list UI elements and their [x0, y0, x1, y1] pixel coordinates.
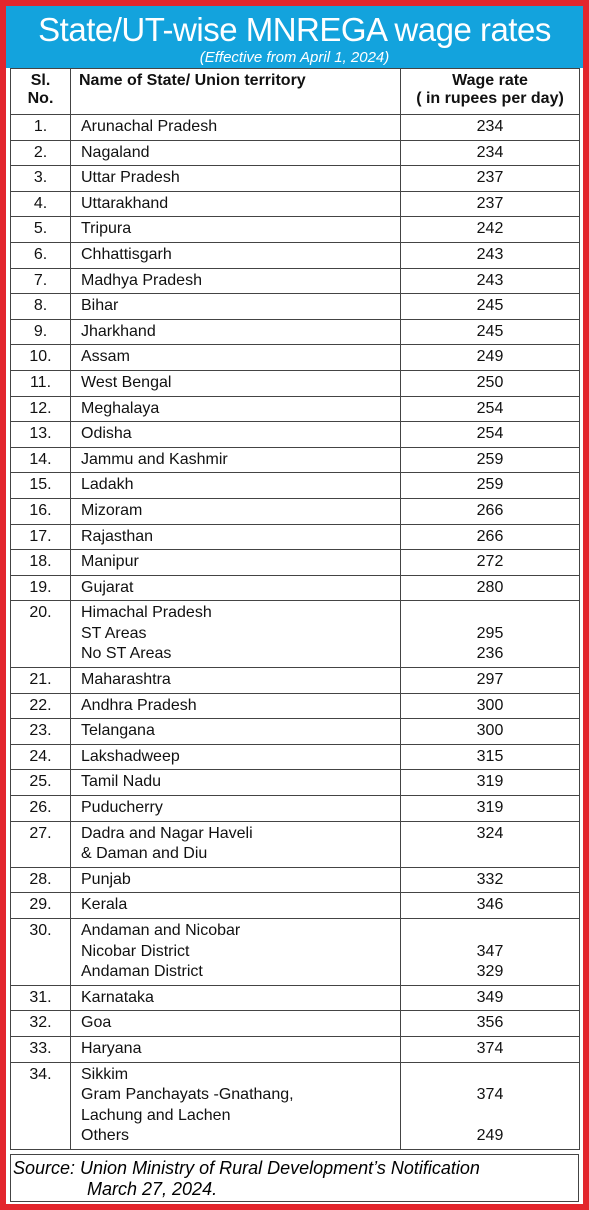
sl-number-text: 17. — [29, 527, 52, 545]
row-state-name — [71, 268, 401, 294]
wage-value-text: 280 — [476, 578, 504, 596]
row-state-name — [71, 396, 401, 422]
row-state-name — [71, 473, 401, 499]
sl-number-text: 16. — [29, 501, 52, 519]
state-name-text: Manipur — [81, 553, 139, 571]
sl-number-text: 14. — [29, 450, 52, 468]
state-name-text: Goa — [81, 1014, 112, 1032]
row-wage-rate — [401, 693, 580, 719]
row-sl-number — [11, 370, 71, 396]
row-wage-rate — [401, 919, 580, 986]
sl-number-text: 26. — [29, 799, 52, 817]
wage-value-text: 243 — [476, 271, 504, 289]
wage-value-text: 374 — [476, 1039, 504, 1057]
sub-area-name-text: Lachung and Lachen — [81, 1106, 231, 1124]
row-sl-number — [11, 550, 71, 576]
wage-value-text: 249 — [476, 1127, 504, 1145]
row-state-name — [71, 191, 401, 217]
row-sl-number — [11, 796, 71, 822]
table-row — [11, 345, 580, 371]
state-name-text: Madhya Pradesh — [81, 271, 202, 289]
row-sl-number — [11, 473, 71, 499]
state-name-text: Kerala — [81, 896, 128, 914]
row-sl-number — [11, 422, 71, 448]
wage-value-text: 266 — [476, 501, 504, 519]
row-wage-rate — [401, 268, 580, 294]
row-wage-rate — [401, 1011, 580, 1037]
state-name-text: Bihar — [81, 297, 119, 315]
table-row — [11, 242, 580, 268]
state-name-text: Jharkhand — [81, 322, 156, 340]
row-sl-number — [11, 867, 71, 893]
wage-value-text: 315 — [476, 747, 504, 765]
state-name-text: Himachal Pradesh — [81, 604, 212, 622]
row-sl-number — [11, 919, 71, 986]
row-state-name — [71, 166, 401, 192]
sl-number-text: 7. — [33, 271, 48, 289]
row-state-name — [71, 345, 401, 371]
row-state-name — [71, 1036, 401, 1062]
sl-number-text: 22. — [29, 696, 52, 714]
wage-value-text: 243 — [476, 245, 504, 263]
wage-value-text: 324 — [476, 824, 504, 842]
wage-value-text: 254 — [476, 425, 504, 443]
row-sl-number — [11, 268, 71, 294]
row-sl-number — [11, 985, 71, 1011]
wage-value-text: 259 — [476, 476, 504, 494]
row-sl-number — [11, 601, 71, 668]
row-state-name — [71, 919, 401, 986]
table-row — [11, 1036, 580, 1062]
sl-number-text: 24. — [29, 747, 52, 765]
table-row — [11, 575, 580, 601]
row-state-name — [71, 821, 401, 867]
source-note — [10, 1154, 579, 1202]
row-state-name — [71, 601, 401, 668]
table-row — [11, 796, 580, 822]
table-row — [11, 770, 580, 796]
row-state-name — [71, 744, 401, 770]
state-name-text: Arunachal Pradesh — [81, 118, 218, 135]
sub-area-name-text: Nicobar District — [81, 942, 190, 960]
wage-value-text: 254 — [476, 399, 504, 417]
wage-value-text — [401, 1065, 579, 1086]
sl-number-text: 31. — [29, 988, 52, 1006]
state-name-text: West Bengal — [81, 373, 172, 391]
state-name-text: Uttar Pradesh — [81, 169, 180, 187]
state-name-text: Meghalaya — [81, 399, 160, 417]
row-sl-number — [11, 217, 71, 243]
state-name-text: Jammu and Kashmir — [81, 450, 228, 468]
table-row — [11, 370, 580, 396]
row-wage-rate — [401, 115, 580, 141]
sl-number-text: 13. — [29, 425, 52, 443]
table-row — [11, 601, 580, 668]
row-wage-rate — [401, 242, 580, 268]
table-row — [11, 550, 580, 576]
sl-number-text: 2. — [33, 143, 48, 161]
state-name-text: Odisha — [81, 425, 132, 443]
state-name-text: Karnataka — [81, 988, 154, 1006]
row-sl-number — [11, 447, 71, 473]
row-state-name — [71, 370, 401, 396]
row-state-name — [71, 524, 401, 550]
sl-number-text: 28. — [29, 870, 52, 888]
table-row — [11, 821, 580, 867]
table-row — [11, 985, 580, 1011]
sl-number-text: 6. — [33, 245, 48, 263]
table-row — [11, 217, 580, 243]
sl-number-text: 15. — [29, 476, 52, 494]
page-subtitle: (Effective from April 1, 2024) — [199, 49, 390, 66]
source-line-2: March 27, 2024. — [87, 1179, 218, 1199]
row-sl-number — [11, 1036, 71, 1062]
wage-value-text: 332 — [476, 870, 504, 888]
wage-value-text: 237 — [476, 169, 504, 187]
row-state-name — [71, 719, 401, 745]
wage-value-text: 259 — [476, 450, 504, 468]
wage-value-text: 234 — [476, 143, 504, 161]
wage-value-text: 347 — [476, 942, 504, 960]
row-wage-rate — [401, 1062, 580, 1149]
row-wage-rate — [401, 370, 580, 396]
row-sl-number — [11, 498, 71, 524]
table-row — [11, 893, 580, 919]
table-row — [11, 473, 580, 499]
row-wage-rate — [401, 893, 580, 919]
wage-rates-table — [10, 68, 580, 1150]
wage-value-text: 297 — [476, 671, 504, 689]
wage-value-text: 319 — [476, 799, 504, 817]
header-banner — [6, 6, 583, 68]
wage-value-text: 300 — [476, 722, 504, 740]
state-name-text: Assam — [81, 348, 130, 366]
row-wage-rate — [401, 140, 580, 166]
wage-value-text: 236 — [476, 645, 504, 663]
table-row — [11, 719, 580, 745]
row-sl-number — [11, 191, 71, 217]
table-row — [11, 1062, 580, 1149]
row-wage-rate — [401, 550, 580, 576]
row-wage-rate — [401, 770, 580, 796]
state-name-text: Tripura — [81, 220, 132, 238]
table-row — [11, 191, 580, 217]
row-sl-number — [11, 893, 71, 919]
wage-value-text: 234 — [476, 118, 504, 135]
row-sl-number — [11, 345, 71, 371]
state-name-text: Uttarakhand — [81, 194, 169, 212]
sub-area-name-text: Gram Panchayats -Gnathang, — [81, 1086, 294, 1104]
row-state-name — [71, 770, 401, 796]
sl-number-text: 21. — [29, 671, 52, 689]
sl-number-text: 11. — [29, 373, 52, 391]
row-state-name — [71, 1062, 401, 1149]
sl-number-text: 25. — [29, 773, 52, 791]
row-state-name — [71, 242, 401, 268]
state-name-text: Rajasthan — [81, 527, 154, 545]
row-wage-rate — [401, 447, 580, 473]
state-name-text: Dadra and Nagar Haveli — [81, 824, 253, 842]
row-state-name — [71, 319, 401, 345]
sub-area-name-text: ST Areas — [81, 624, 147, 642]
sl-number-text: 30. — [29, 922, 52, 939]
state-name-text: Gujarat — [81, 578, 134, 596]
row-wage-rate — [401, 217, 580, 243]
state-name-text: Telangana — [81, 722, 155, 740]
row-state-name — [71, 796, 401, 822]
sl-number-text: 10. — [29, 348, 52, 366]
table-row — [11, 115, 580, 141]
row-wage-rate — [401, 796, 580, 822]
state-name-text: Punjab — [81, 870, 131, 888]
sl-number-text: 4. — [33, 194, 48, 212]
state-name-text: Ladakh — [81, 476, 134, 494]
sl-number-text: 23. — [29, 722, 52, 740]
wage-value-text: 272 — [476, 553, 504, 571]
column-header-name — [71, 69, 401, 115]
row-sl-number — [11, 719, 71, 745]
column-header-sl-line2: No. — [27, 90, 54, 107]
row-wage-rate — [401, 166, 580, 192]
row-state-name — [71, 294, 401, 320]
table-row — [11, 744, 580, 770]
row-wage-rate — [401, 473, 580, 499]
sl-number-text: 33. — [29, 1039, 52, 1057]
row-wage-rate — [401, 294, 580, 320]
column-header-wage-line2: ( in rupees per day) — [416, 90, 564, 107]
state-name-text: Sikkim — [81, 1065, 129, 1083]
column-header-sl-no — [11, 69, 71, 115]
wage-value-text — [401, 921, 579, 942]
wage-value-text: 245 — [476, 322, 504, 340]
sl-number-text: 32. — [29, 1014, 52, 1032]
wage-value-text — [401, 1106, 579, 1127]
sl-number-text: 34. — [29, 1065, 52, 1083]
sl-number-text: 29. — [29, 896, 52, 914]
row-wage-rate — [401, 498, 580, 524]
row-wage-rate — [401, 1036, 580, 1062]
row-state-name — [71, 550, 401, 576]
state-name-text: Mizoram — [81, 501, 143, 519]
table-row — [11, 294, 580, 320]
row-wage-rate — [401, 668, 580, 694]
column-header-name-label: Name of State/ Union territory — [79, 72, 306, 89]
sub-area-name-text: Others — [81, 1127, 130, 1145]
sl-number-text: 12. — [29, 399, 52, 417]
wage-value-text: 266 — [476, 527, 504, 545]
column-header-wage-line1: Wage rate — [452, 72, 528, 89]
sl-number-text: 3. — [33, 169, 48, 187]
sl-number-text: 18. — [29, 553, 52, 571]
row-wage-rate — [401, 985, 580, 1011]
table-row — [11, 668, 580, 694]
row-state-name — [71, 985, 401, 1011]
row-wage-rate — [401, 524, 580, 550]
row-sl-number — [11, 1011, 71, 1037]
row-sl-number — [11, 1062, 71, 1149]
row-state-name — [71, 668, 401, 694]
row-wage-rate — [401, 345, 580, 371]
wage-value-text: 250 — [476, 373, 504, 391]
table-row — [11, 422, 580, 448]
row-state-name — [71, 140, 401, 166]
state-name-text: Andhra Pradesh — [81, 696, 197, 714]
state-name-text: Chhattisgarh — [81, 245, 172, 263]
row-sl-number — [11, 575, 71, 601]
sl-number-text: 9. — [33, 322, 48, 340]
row-state-name — [71, 693, 401, 719]
row-wage-rate — [401, 601, 580, 668]
row-state-name — [71, 498, 401, 524]
wage-value-text: 349 — [476, 988, 504, 1006]
row-sl-number — [11, 524, 71, 550]
wage-value-text: 300 — [476, 696, 504, 714]
table-row — [11, 396, 580, 422]
table-body — [11, 115, 580, 1150]
row-sl-number — [11, 115, 71, 141]
page-title: State/UT-wise MNREGA wage rates — [38, 11, 551, 48]
state-name-text: Nagaland — [81, 143, 150, 161]
state-name-text: Haryana — [81, 1039, 142, 1057]
sl-number-text: 5. — [33, 220, 48, 238]
table-row — [11, 693, 580, 719]
table-header-row — [11, 69, 580, 115]
row-sl-number — [11, 693, 71, 719]
wage-value-text — [401, 844, 579, 865]
row-state-name — [71, 422, 401, 448]
state-name-text: Andaman and Nicobar — [81, 922, 241, 939]
table-row — [11, 319, 580, 345]
state-name-text: Lakshadweep — [81, 747, 180, 765]
sl-number-text: 20. — [29, 604, 52, 622]
row-wage-rate — [401, 821, 580, 867]
source-line-1: Source: Union Ministry of Rural Development’s Notification — [13, 1158, 480, 1178]
wage-value-text: 237 — [476, 194, 504, 212]
sl-number-text: 1. — [33, 118, 48, 135]
row-state-name — [71, 447, 401, 473]
row-wage-rate — [401, 575, 580, 601]
table-row — [11, 919, 580, 986]
row-state-name — [71, 867, 401, 893]
wage-value-text — [401, 603, 579, 624]
wage-value-text: 249 — [476, 348, 504, 366]
table-row — [11, 867, 580, 893]
row-sl-number — [11, 668, 71, 694]
row-sl-number — [11, 821, 71, 867]
row-wage-rate — [401, 719, 580, 745]
row-sl-number — [11, 770, 71, 796]
sl-number-text: 8. — [33, 297, 48, 315]
table-row — [11, 498, 580, 524]
row-sl-number — [11, 242, 71, 268]
row-wage-rate — [401, 191, 580, 217]
row-sl-number — [11, 319, 71, 345]
table-row — [11, 524, 580, 550]
wage-value-text: 329 — [476, 963, 504, 981]
column-header-sl-line1: Sl. — [30, 72, 51, 89]
row-sl-number — [11, 294, 71, 320]
row-state-name — [71, 893, 401, 919]
row-sl-number — [11, 396, 71, 422]
table-row — [11, 166, 580, 192]
state-name-text: Maharashtra — [81, 671, 171, 689]
row-state-name — [71, 575, 401, 601]
wage-value-text: 346 — [476, 896, 504, 914]
row-state-name — [71, 217, 401, 243]
state-name-text: Puducherry — [81, 799, 163, 817]
wage-value-text: 319 — [476, 773, 504, 791]
row-state-name — [71, 115, 401, 141]
sl-number-text: 19. — [29, 578, 52, 596]
wage-value-text: 356 — [476, 1014, 504, 1032]
sl-number-text: 27. — [29, 824, 52, 842]
row-wage-rate — [401, 744, 580, 770]
row-wage-rate — [401, 396, 580, 422]
column-header-wage — [401, 69, 580, 115]
state-name-text: Tamil Nadu — [81, 773, 162, 791]
sub-area-name-text: & Daman and Diu — [81, 845, 208, 863]
row-state-name — [71, 1011, 401, 1037]
table-row — [11, 140, 580, 166]
table-row — [11, 268, 580, 294]
wage-value-text: 295 — [476, 624, 504, 642]
wage-value-text: 242 — [476, 220, 504, 238]
table-row — [11, 447, 580, 473]
sub-area-name-text: No ST Areas — [81, 645, 172, 663]
wage-value-text: 374 — [476, 1086, 504, 1104]
row-wage-rate — [401, 319, 580, 345]
row-sl-number — [11, 166, 71, 192]
row-sl-number — [11, 140, 71, 166]
table-row — [11, 1011, 580, 1037]
row-sl-number — [11, 744, 71, 770]
row-wage-rate — [401, 867, 580, 893]
sub-area-name-text: Andaman District — [81, 963, 203, 981]
row-wage-rate — [401, 422, 580, 448]
wage-value-text: 245 — [476, 297, 504, 315]
